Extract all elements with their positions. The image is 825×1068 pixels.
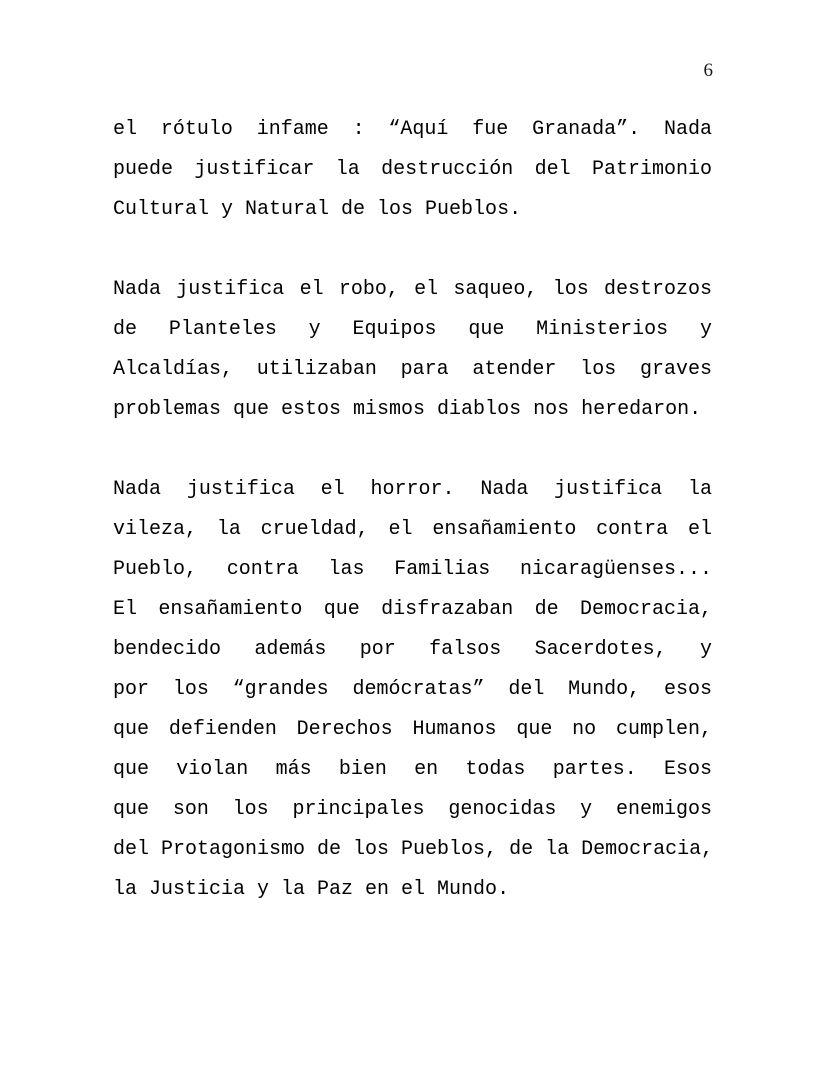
text-line: bendecido además por falsos Sacerdotes, y	[113, 638, 712, 661]
text-line: que son los principales genocidas y enemigos	[113, 798, 712, 821]
text-line: Cultural y Natural de los Pueblos.	[113, 198, 522, 221]
text-line: por los “grandes demócratas” del Mundo, esos	[113, 678, 712, 701]
text-line: Nada justifica el horror. Nada justifica la	[113, 478, 712, 501]
text-line: El ensañamiento que disfrazaban de Democracia,	[113, 598, 712, 621]
text-line: que violan más bien en todas partes. Esos	[113, 758, 712, 781]
text-line: Nada justifica el robo, el saqueo, los destrozos	[113, 278, 712, 301]
text-line: puede justificar la destrucción del Patrimonio	[113, 158, 712, 181]
paragraph	[113, 470, 712, 910]
page-number: 6	[703, 60, 713, 81]
text-line: del Protagonismo de los Pueblos, de la Democracia,	[113, 838, 714, 861]
text-line: de Planteles y Equipos que Ministerios y	[113, 318, 712, 341]
text-line: la Justicia y la Paz en el Mundo.	[113, 878, 510, 901]
text-line: vileza, la crueldad, el ensañamiento contra el	[113, 518, 712, 541]
text-line: que defienden Derechos Humanos que no cumplen,	[113, 718, 712, 741]
paragraph	[113, 110, 712, 230]
text-line: problemas que estos mismos diablos nos heredaron.	[113, 398, 702, 421]
text-line: Pueblo, contra las Familias nicaragüenses...	[113, 558, 712, 581]
paragraph	[113, 270, 712, 430]
document-body	[113, 110, 712, 910]
text-line: Alcaldías, utilizaban para atender los graves	[113, 358, 712, 381]
text-line: el rótulo infame : “Aquí fue Granada”. Nada	[113, 118, 712, 141]
